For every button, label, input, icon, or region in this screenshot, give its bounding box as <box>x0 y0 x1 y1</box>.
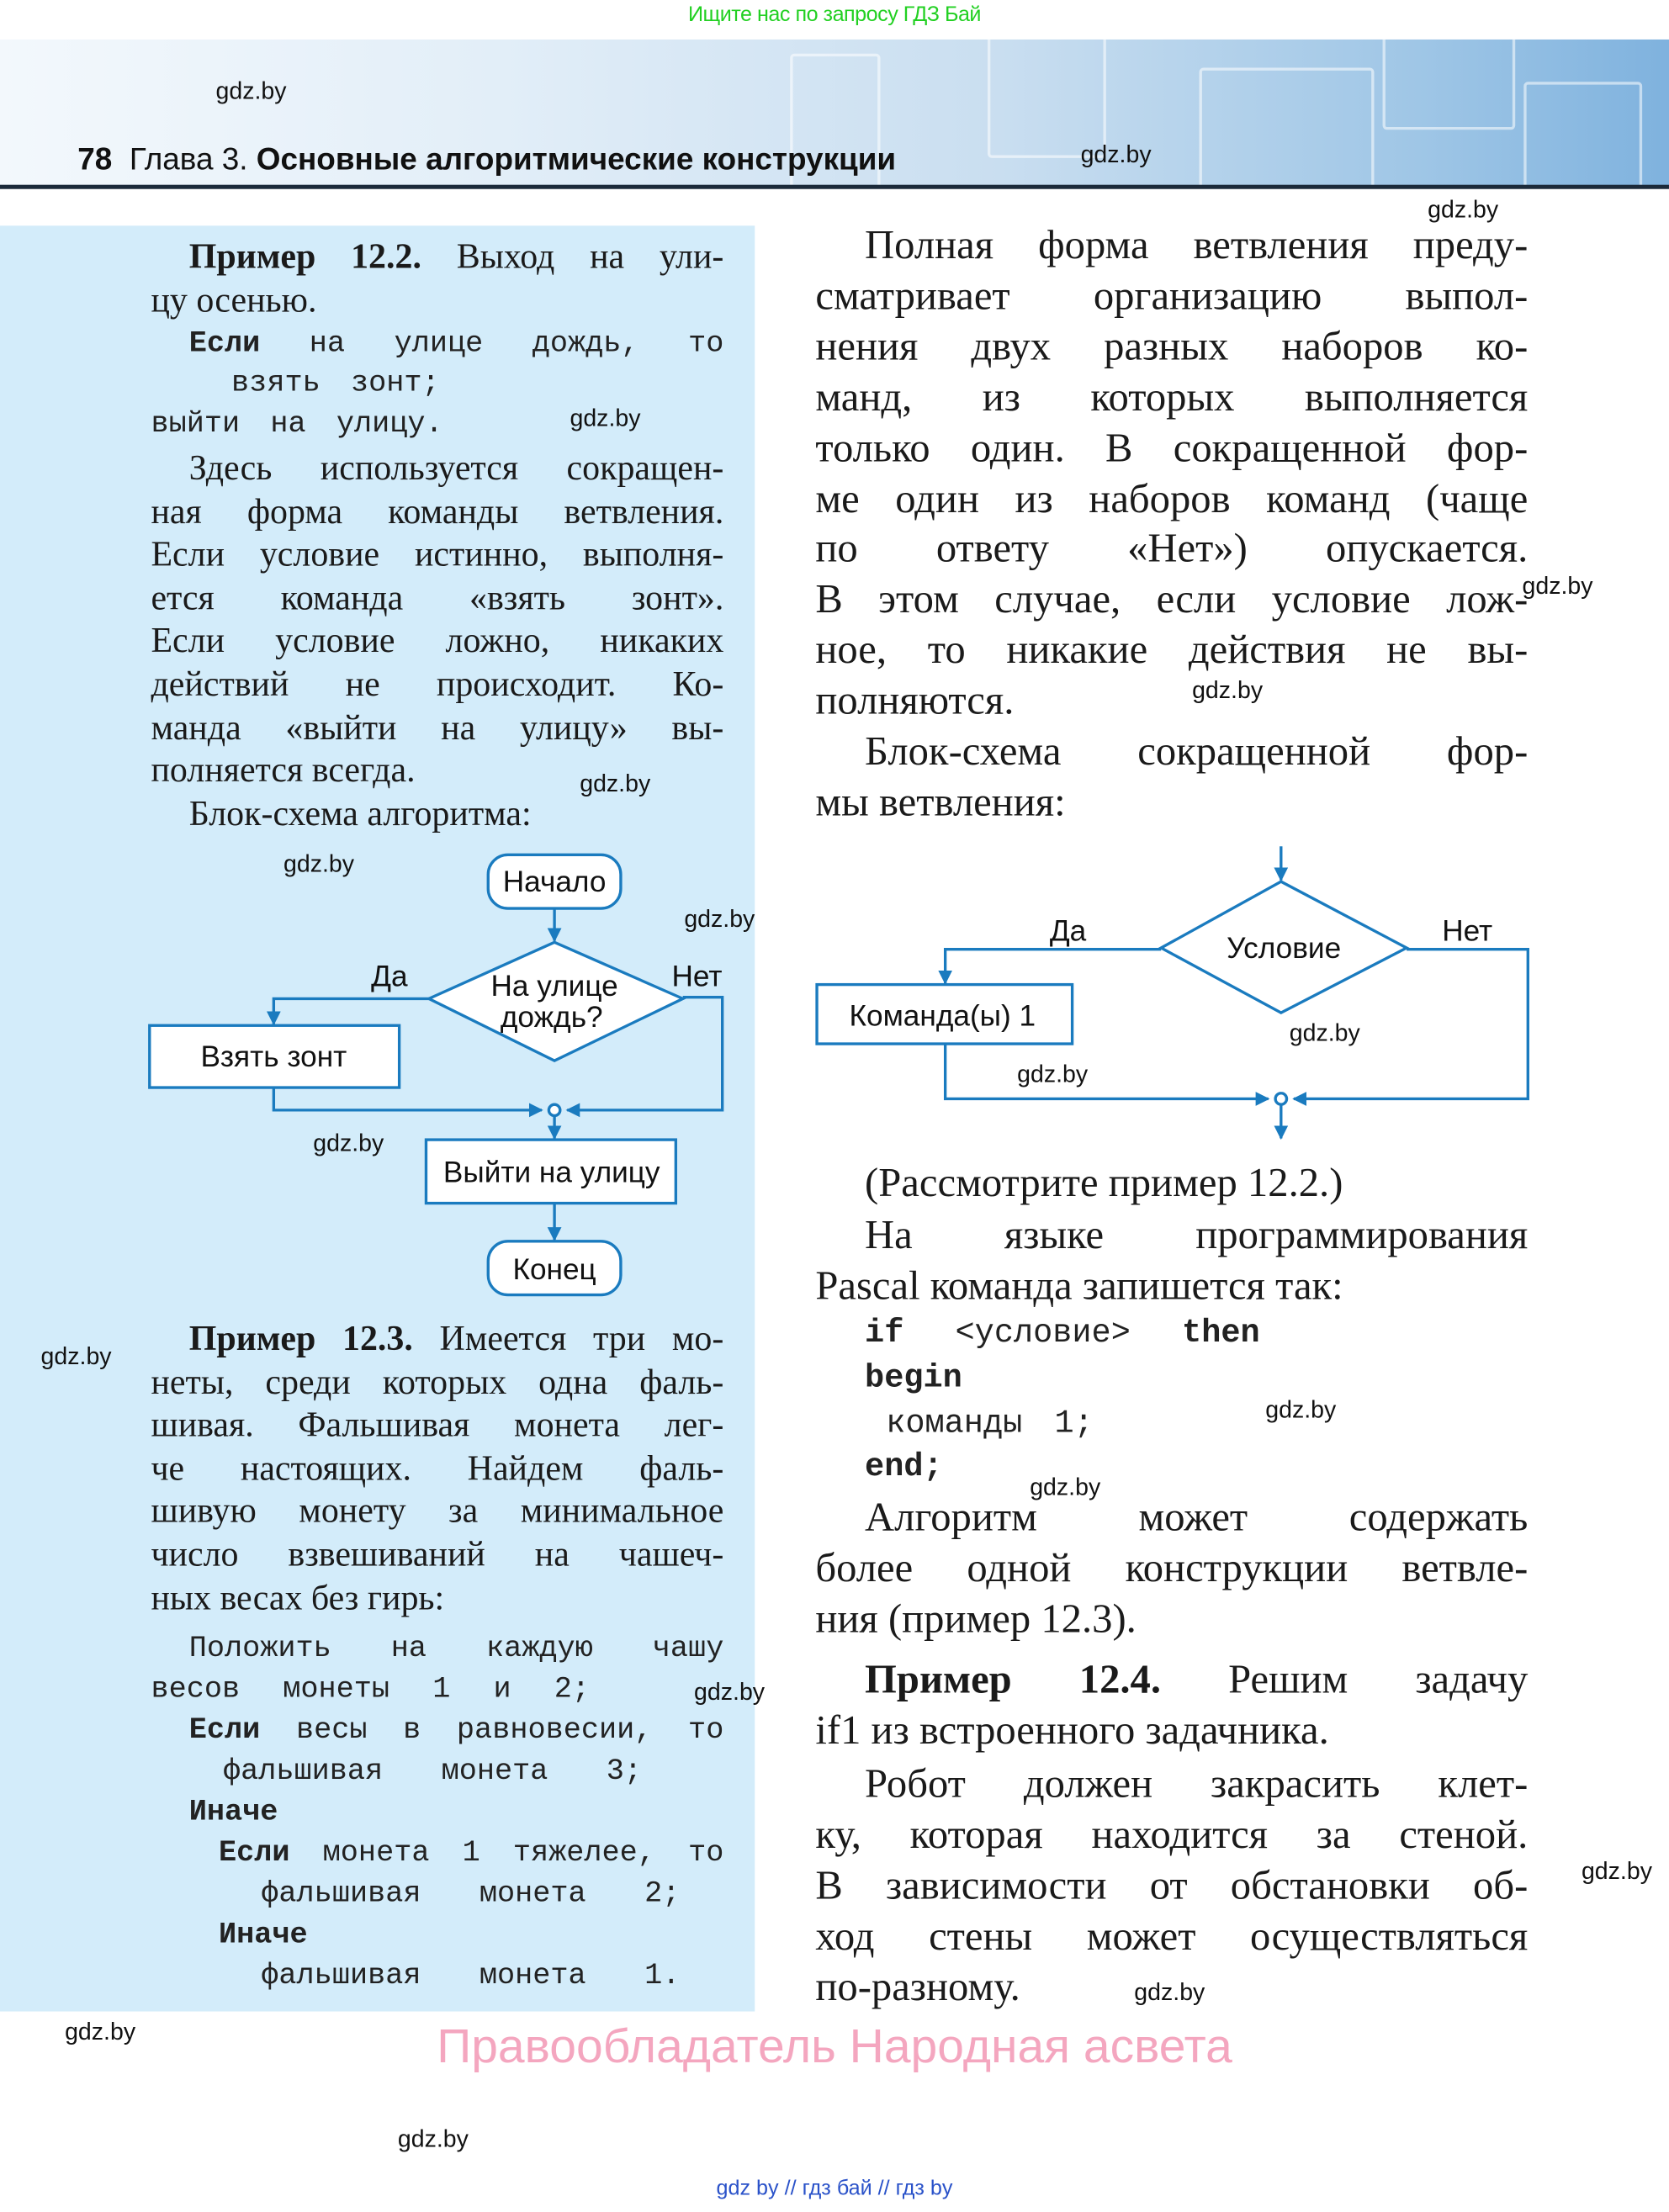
watermark: gdz.by <box>1428 196 1499 223</box>
text-line: по-разному. <box>815 1964 1020 2010</box>
text-line: че настоящих. Найдем фаль- <box>151 1449 724 1488</box>
text-line: по ответу «Нет») опускается. <box>815 527 1529 572</box>
keyword: begin <box>865 1359 962 1397</box>
code-line <box>189 1715 724 1748</box>
paragraph <box>815 221 1528 728</box>
text-line: число взвешиваний на чашеч- <box>151 1536 724 1574</box>
watermark: gdz.by <box>215 77 287 105</box>
text-line: шивая. Фальшивая монета лег- <box>151 1406 724 1445</box>
keyword: then <box>1182 1315 1260 1352</box>
text-line: Блок-схема сокращенной фор- <box>865 729 1529 775</box>
paragraph <box>815 1760 1528 2014</box>
code-line: команды 1; <box>886 1405 1094 1442</box>
watermark: gdz.by <box>1581 1857 1652 1885</box>
code-line <box>189 1797 278 1830</box>
watermark: gdz.by <box>1522 572 1593 600</box>
text-line: ку, которая находится за стеной. <box>815 1812 1529 1858</box>
text-span: Выход на ули- <box>456 238 724 277</box>
keyword: Иначе <box>188 1797 278 1830</box>
text-line: полняются. <box>815 678 1015 724</box>
code-text: на улице дождь, то <box>309 328 724 362</box>
paragraph <box>815 728 1528 828</box>
text-line: Здесь используется сокращен- <box>188 449 724 489</box>
keyword: Если <box>188 1715 261 1748</box>
keyword: Иначе <box>218 1919 308 1953</box>
copyright-footer: Правообладатель Народная асвета <box>437 2019 1232 2074</box>
start-label: Начало <box>502 865 607 898</box>
watermark: gdz.by <box>397 2125 469 2153</box>
text-line: ное, то никакие действия не вы- <box>815 627 1529 674</box>
text-line: Если условие ложно, никаких <box>151 622 724 661</box>
merge-line <box>946 1044 1269 1098</box>
code-line <box>865 1448 943 1485</box>
text-line: ется команда «взять зонт». <box>151 579 724 618</box>
watermark: gdz.by <box>65 2018 136 2045</box>
text-line: ных весах без гирь: <box>151 1579 445 1617</box>
text-span: Имеется три мо- <box>439 1320 724 1359</box>
text-line: Полная форма ветвления преду- <box>865 222 1529 268</box>
text-line: ход стены может осуществляться <box>815 1913 1529 1960</box>
keyword: Если <box>188 328 261 362</box>
condition-line-2: дождь? <box>500 1000 603 1034</box>
paragraph <box>815 1494 1528 1646</box>
text-line: только один. В сокращенной фор- <box>815 425 1529 471</box>
text-line: Алгоритм может содержать <box>865 1495 1529 1541</box>
text-line: действий не происходит. Ко- <box>151 665 724 704</box>
no-label: Нет <box>1442 914 1493 948</box>
command-label: Команда(ы) 1 <box>849 999 1036 1033</box>
keyword: end; <box>865 1448 943 1485</box>
text-line: Pascal команда запишется так: <box>815 1263 1343 1310</box>
watermark: gdz.by <box>40 1342 112 1370</box>
yes-label: Да <box>371 960 408 993</box>
watermark: gdz.by <box>1192 677 1264 704</box>
junction <box>1275 1093 1286 1104</box>
watermark: gdz.by <box>1134 1978 1205 2006</box>
code-line: фальшивая монета 3; <box>222 1755 643 1789</box>
text-line <box>815 1656 1528 1707</box>
watermark: gdz.by <box>694 1678 766 1706</box>
text-line: Робот должен закрасить клет- <box>865 1761 1529 1807</box>
keyword: if <box>865 1315 904 1352</box>
text-span: Решим задачу <box>1228 1657 1529 1703</box>
example-label: Пример 12.4. <box>865 1657 1162 1703</box>
text-line: более одной конструкции ветвле- <box>815 1545 1529 1591</box>
text-line: ме один из наборов команд (чаще <box>815 476 1529 521</box>
paragraph <box>815 1212 1528 1313</box>
watermark: gdz.by <box>1265 1396 1337 1424</box>
paragraph <box>865 1160 1528 1210</box>
yes-branch <box>273 998 428 1024</box>
example-12-3 <box>151 1319 723 1621</box>
code-line <box>219 1920 308 1953</box>
page-number: 78 <box>77 140 113 177</box>
text-line: манд, из которых выполняется <box>815 374 1529 421</box>
end-label: Конец <box>512 1253 596 1287</box>
action-label: Взять зонт <box>200 1040 347 1073</box>
watermark: gdz.by <box>580 770 651 797</box>
text-line: if1 из встроенного задачника. <box>815 1707 1329 1754</box>
process-label: Выйти на улицу <box>442 1156 660 1189</box>
text-line: шивую монету за минимальное <box>151 1493 724 1532</box>
watermark: gdz.by <box>1080 140 1152 168</box>
code-line: Положить на каждую чашу <box>188 1633 724 1666</box>
condition-label: Условие <box>1227 931 1342 965</box>
text-line: В зависимости от обстановки об- <box>815 1863 1529 1908</box>
code-line: выйти на улицу. <box>151 409 443 442</box>
text-line: сматривает организацию выпол- <box>815 273 1529 319</box>
junction <box>548 1104 559 1115</box>
text-line: (Рассмотрите пример 12.2.) <box>865 1161 1343 1206</box>
text-lines <box>151 1362 723 1621</box>
text-line: ная форма команды ветвления. <box>151 493 724 532</box>
no-label: Нет <box>671 960 723 993</box>
watermark: gdz.by <box>570 405 641 432</box>
merge-line <box>273 1087 542 1110</box>
example-12-4 <box>815 1656 1528 1757</box>
code-text: <условие> <box>955 1315 1131 1352</box>
text-line: цу осенью. <box>151 281 317 320</box>
example-label: Пример 12.3. <box>188 1320 413 1359</box>
text-line: неты, среди которых одна фаль- <box>151 1363 724 1402</box>
yes-label: Да <box>1049 914 1087 948</box>
example-label: Пример 12.2. <box>188 238 421 277</box>
footer-links[interactable]: gdz by // гдз бай // гдз by <box>716 2176 953 2201</box>
keyword: Если <box>218 1838 290 1871</box>
text-line <box>151 1319 723 1362</box>
watermark: gdz.by <box>283 850 355 878</box>
code-line <box>865 1360 962 1397</box>
chapter-label: Глава 3. <box>129 140 248 177</box>
watermark: gdz.by <box>1030 1474 1101 1501</box>
text-line: полняется всегда. <box>151 752 416 791</box>
watermark: gdz.by <box>313 1130 384 1157</box>
code-line: фальшивая монета 2; <box>261 1878 681 1912</box>
code-line: взять зонт; <box>231 368 440 401</box>
watermark: gdz.by <box>1017 1061 1089 1088</box>
search-banner[interactable]: Ищите нас по запросу ГДЗ Бай <box>687 3 982 27</box>
code-line <box>865 1315 1260 1352</box>
text-line: Блок-схема алгоритма: <box>188 795 532 834</box>
text-line: нения двух разных наборов ко- <box>815 324 1529 370</box>
yes-branch <box>946 950 1162 983</box>
watermark: gdz.by <box>684 905 755 933</box>
code-line: фальшивая монета 1. <box>261 1961 681 1993</box>
chapter-title: Основные алгоритмические конструкции <box>256 140 897 177</box>
text-line: манда «выйти на улицу» вы- <box>151 708 724 748</box>
text-line: ния (пример 12.3). <box>815 1596 1137 1642</box>
text-line: мы ветвления: <box>815 780 1066 825</box>
code-text: монета 1 тяжелее, то <box>322 1838 724 1871</box>
condition-line-1: На улице <box>490 970 618 1003</box>
code-line <box>219 1838 723 1871</box>
text-line: На языке программирования <box>865 1213 1529 1258</box>
text-line: В этом случае, если условие лож- <box>815 577 1529 623</box>
text-line: Если условие истинно, выполня- <box>151 536 724 574</box>
watermark: gdz.by <box>1289 1019 1360 1047</box>
code-text: весы в равновесии, то <box>295 1715 724 1748</box>
code-line: весов монеты 1 и 2; <box>151 1674 591 1707</box>
